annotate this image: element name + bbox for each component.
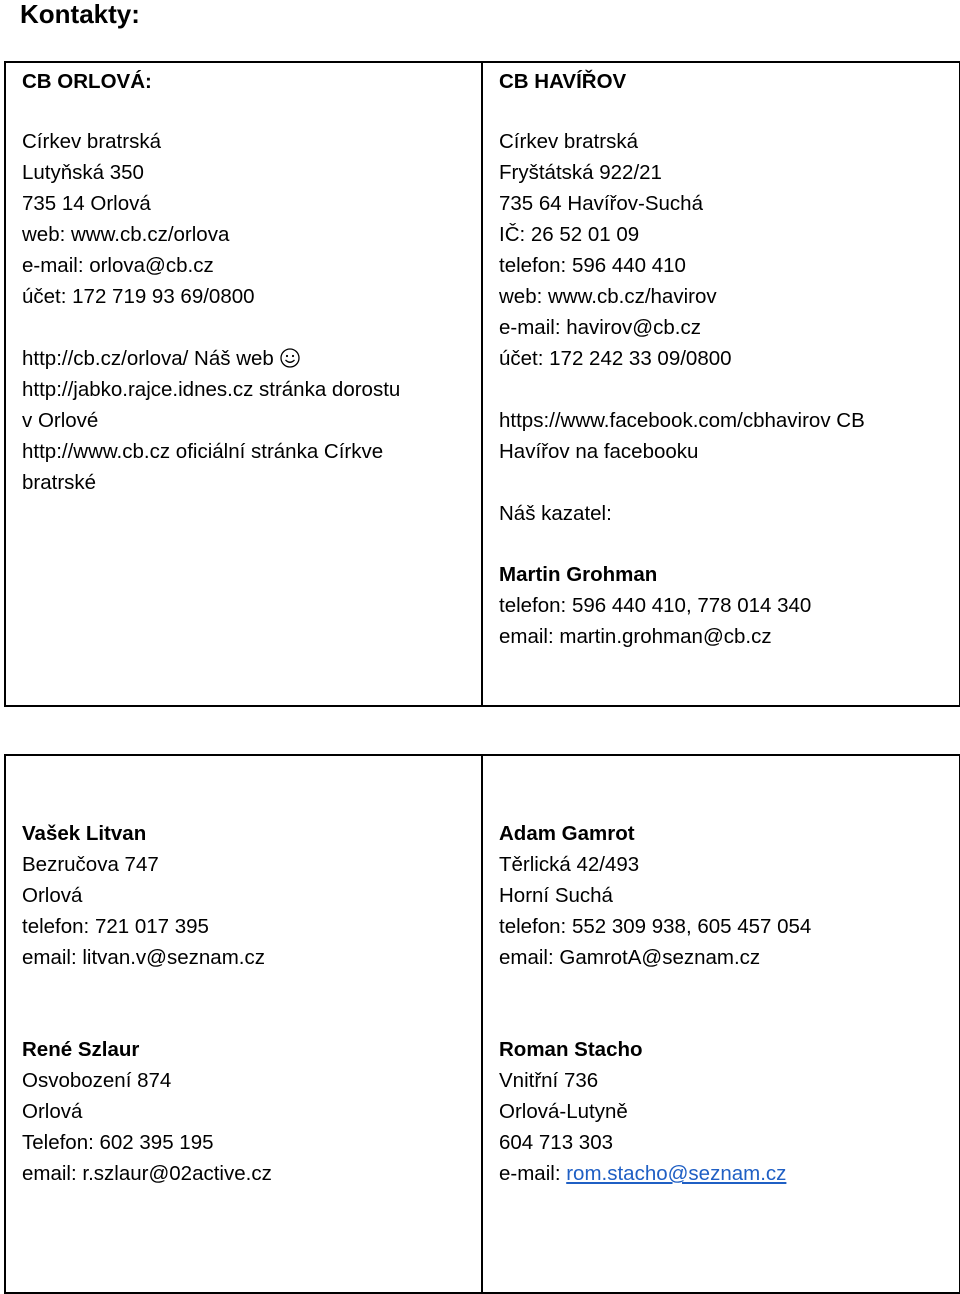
person-name: Adam Gamrot	[499, 822, 635, 845]
church-contacts-table	[4, 61, 960, 707]
orlova-city: 735 14 Orlová	[22, 192, 151, 215]
person-email	[499, 1158, 949, 1189]
person-city: Orlová	[22, 884, 83, 907]
person-phone: telefon: 552 309 938, 605 457 054	[499, 915, 812, 938]
person-name: René Szlaur	[22, 1038, 140, 1061]
person-email: email: GamrotA@seznam.cz	[499, 946, 761, 969]
page-title: Kontakty:	[20, 0, 140, 29]
orlova-church: Církev bratrská	[22, 130, 161, 153]
person-name: Roman Stacho	[499, 1038, 643, 1061]
havirov-account: účet: 172 242 33 09/0800	[499, 347, 732, 370]
preacher-email: email: martin.grohman@cb.cz	[499, 625, 772, 648]
person-email-link[interactable]: rom.stacho@seznam.cz	[566, 1162, 787, 1185]
orlova-dorost-link[interactable]: http://jabko.rajce.idnes.cz stránka dorostu	[22, 378, 401, 401]
person-phone: 604 713 303	[499, 1131, 614, 1154]
preacher-name: Martin Grohman	[499, 563, 658, 586]
orlova-web-link-text[interactable]: http://cb.cz/orlova/ Náš web	[22, 347, 274, 370]
person-email: email: litvan.v@seznam.cz	[22, 946, 265, 969]
orlova-web-link[interactable]	[22, 343, 471, 374]
person-street: Bezručova 747	[22, 853, 159, 876]
havirov-web: web: www.cb.cz/havirov	[499, 285, 717, 308]
orlova-official-link-cont: bratrské	[22, 471, 97, 494]
havirov-church: Církev bratrská	[499, 130, 638, 153]
person-phone: Telefon: 602 395 195	[22, 1131, 214, 1154]
havirov-ic: IČ: 26 52 01 09	[499, 223, 640, 246]
havirov-email: e-mail: havirov@cb.cz	[499, 316, 701, 339]
preacher-label: Náš kazatel:	[499, 502, 612, 525]
person-city: Orlová	[22, 1100, 83, 1123]
orlova-web: web: www.cb.cz/orlova	[22, 223, 230, 246]
person-street: Osvobození 874	[22, 1069, 172, 1092]
person-cell	[482, 755, 960, 1293]
orlova-cell	[5, 62, 482, 706]
havirov-street: Fryštátská 922/21	[499, 161, 662, 184]
orlova-official-link[interactable]: http://www.cb.cz oficiální stránka Církve	[22, 440, 384, 463]
havirov-phone: telefon: 596 440 410	[499, 254, 686, 277]
havirov-cell	[482, 62, 960, 706]
person-street: Těrlická 42/493	[499, 853, 640, 876]
person-city: Horní Suchá	[499, 884, 613, 907]
havirov-city: 735 64 Havířov-Suchá	[499, 192, 703, 215]
people-contacts-table	[4, 754, 960, 1294]
orlova-street: Lutyňská 350	[22, 161, 144, 184]
person-name: Vašek Litvan	[22, 822, 147, 845]
person-email-label: e-mail:	[499, 1162, 567, 1185]
havirov-facebook-link[interactable]: https://www.facebook.com/cbhavirov CB	[499, 409, 865, 432]
person-city: Orlová-Lutyně	[499, 1100, 628, 1123]
orlova-dorost-link-cont: v Orlové	[22, 409, 99, 432]
person-street: Vnitřní 736	[499, 1069, 599, 1092]
preacher-phone: telefon: 596 440 410, 778 014 340	[499, 594, 812, 617]
havirov-facebook-link-cont: Havířov na facebooku	[499, 440, 699, 463]
orlova-heading: CB ORLOVÁ:	[22, 70, 152, 93]
orlova-email: e-mail: orlova@cb.cz	[22, 254, 214, 277]
person-email: email: r.szlaur@02active.cz	[22, 1162, 272, 1185]
smiley-face-icon	[280, 348, 300, 368]
person-cell	[5, 755, 482, 1293]
havirov-heading: CB HAVÍŘOV	[499, 70, 627, 93]
person-phone: telefon: 721 017 395	[22, 915, 209, 938]
orlova-account: účet: 172 719 93 69/0800	[22, 285, 255, 308]
